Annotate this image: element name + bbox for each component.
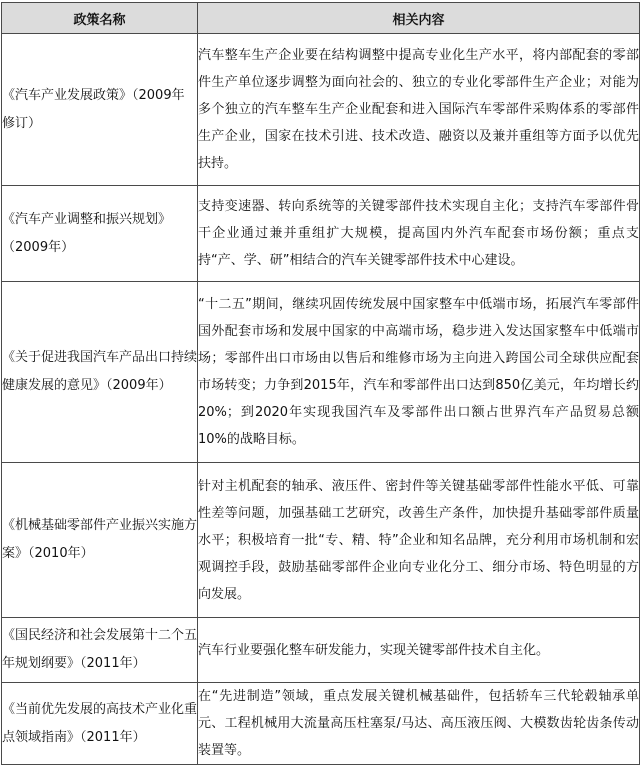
policy-name-cell: 《汽车产业调整和振兴规划》（2009年） (2, 186, 198, 282)
policy-name-cell: 《当前优先发展的高技术产业化重点领域指南》（2011年） (2, 683, 198, 765)
table-header-row (2, 3, 640, 34)
column-header-related-content: 相关内容 (198, 3, 640, 34)
table-row (2, 463, 640, 618)
table-row (2, 34, 640, 186)
policy-name-cell: 《国民经济和社会发展第十二个五年规划纲要》（2011年） (2, 618, 198, 683)
policy-content-cell: 在“先进制造”领域，重点发展关键机械基础件，包括轿车三代轮毂轴承单元、工程机械用大流量高压柱塞泵/马达、高压液压阀、大模数齿轮齿条传动装置等。 (198, 683, 640, 765)
table-row (2, 186, 640, 282)
policy-name-cell: 《机械基础零部件产业振兴实施方案》（2010年） (2, 463, 198, 618)
table-row (2, 683, 640, 765)
policy-content-cell: 汽车整车生产企业要在结构调整中提高专业化生产水平，将内部配套的零部件生产单位逐步调整为面向社会的、独立的专业化零部件生产企业；对能为多个独立的汽车整车生产企业配套和进入国际汽车零部件采购体系的零部件生产企业，国家在技术引进、技术改造、融资以及兼并重组等方面予以优先扶持。 (198, 34, 640, 186)
policy-name-cell: 《汽车产业发展政策》（2009年修订） (2, 34, 198, 186)
column-header-policy-name: 政策名称 (2, 3, 198, 34)
policy-content-cell: 汽车行业要强化整车研发能力，实现关键零部件技术自主化。 (198, 618, 640, 683)
policy-content-cell: “十二五”期间，继续巩固传统发展中国家整车中低端市场，拓展汽车零部件国外配套市场和发展中国家的中高端市场，稳步进入发达国家整车中低端市场；零部件出口市场由以售后和维修市场为主向进入跨国公司全球供应配套市场转变；力争到2015年，汽车和零部件出口达到850亿美元，年均增长约20%；到2020年实现我国汽车及零部件出口额占世界汽车产品贸易总额10%的战略目标。 (198, 282, 640, 463)
policy-table (1, 2, 640, 765)
policy-content-cell: 针对主机配套的轴承、液压件、密封件等关键基础零部件性能水平低、可靠性差等问题，加强基础工艺研究，改善生产条件，加快提升基础零部件质量水平；积极培育一批“专、精、特”企业和知名品牌，充分利用市场机制和宏观调控手段，鼓励基础零部件企业向专业化分工、细分市场、特色明显的方向发展。 (198, 463, 640, 618)
policy-content-cell: 支持变速器、转向系统等的关键零部件技术实现自主化；支持汽车零部件骨干企业通过兼并重组扩大规模，提高国内外汽车配套市场份额；重点支持“产、学、研”相结合的汽车关键零部件技术中心建设。 (198, 186, 640, 282)
table-row (2, 282, 640, 463)
table-row (2, 618, 640, 683)
policy-name-cell: 《关于促进我国汽车产品出口持续健康发展的意见》（2009年） (2, 282, 198, 463)
